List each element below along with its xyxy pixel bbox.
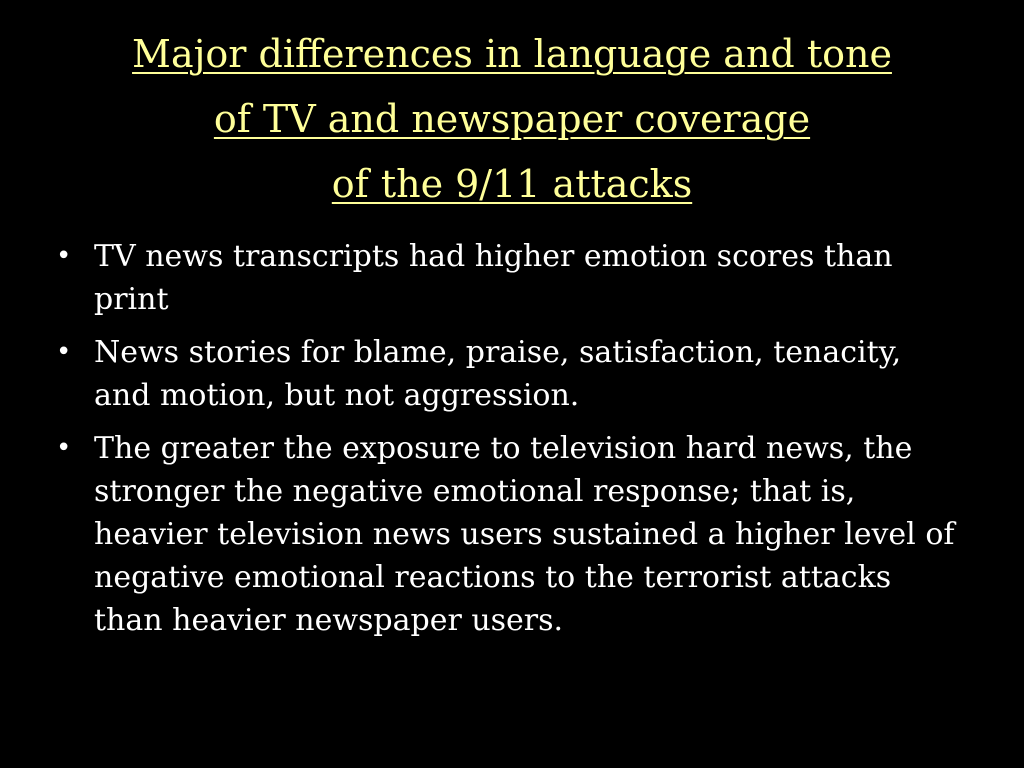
bullet-icon: • [56,433,72,463]
bullet-icon: • [56,241,72,271]
bullet-item-tv-emotion [56,235,956,321]
title-line-3: of the 9/11 attacks [331,162,693,206]
title-line-2: of TV and newspaper coverage [213,97,811,141]
title-line-1: Major differences in language and tone [132,32,892,76]
bullet-item-exposure [56,427,956,642]
bullet-text: News stories for blame, praise, satisfaction, tenacity, and motion, but not aggression. [94,335,902,413]
bullet-item-news-stories [56,331,956,417]
bullet-icon: • [56,337,72,367]
bullet-text: TV news transcripts had higher emotion scores than print [94,239,893,317]
slide-title [40,22,984,217]
bullet-text: The greater the exposure to television hard news, the stronger the negative emotional response; that is, heavier television news users sustained a higher level of negative emotional reactions to the terrorist attacks than heavier newspaper users. [94,431,955,638]
bullet-list [56,235,956,652]
